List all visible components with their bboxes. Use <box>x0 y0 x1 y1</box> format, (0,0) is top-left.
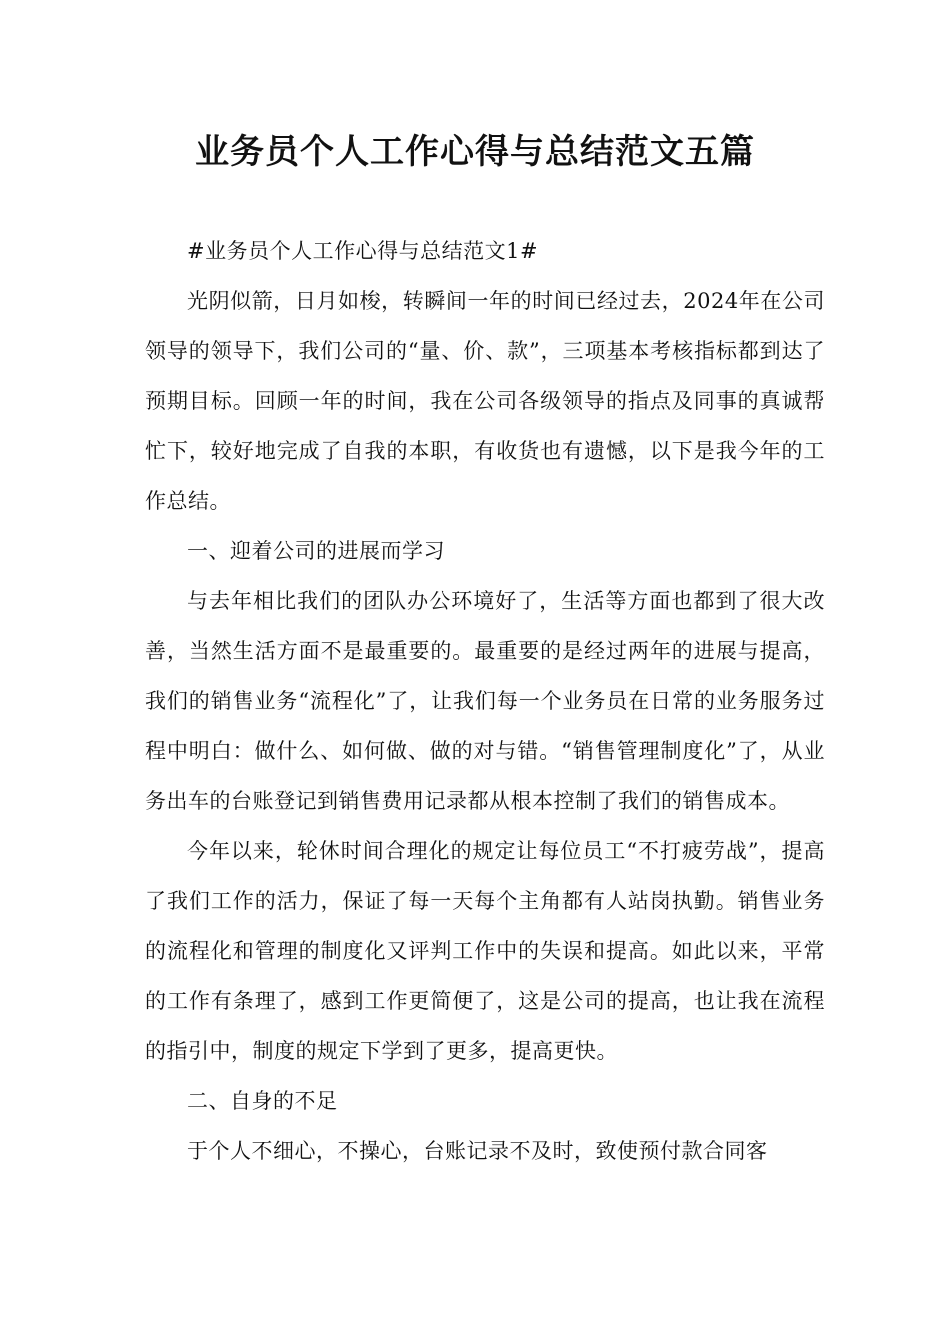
paragraph: 于个人不细心，不操心，台账记录不及时，致使预付款合同客 <box>187 1139 768 1163</box>
paragraph: 与去年相比我们的团队办公环境好了，生活等方面也都到了很大改善，当然生活方面不是最重要的。最重要的是经过两年的进展与提高，我们的销售业务“流程化”了，让我们每一个业务员在日常的业务服务过程中明白：做什么、如何做、做的对与错。“销售管理制度化”了，从业务出车的台账登记到销售费用记录都从根本控制了我们的销售成本。 <box>145 589 825 813</box>
paragraph: 今年以来，轮休时间合理化的规定让每位员工“不打疲劳战”，提高了我们工作的活力，保证了每一天每个主角都有人站岗执勤。销售业务的流程化和管理的制度化又评判工作中的失误和提高。如此以来，平常的工作有条理了，感到工作更简便了，这是公司的提高，也让我在流程的指引中，制度的规定下学到了更多，提高更快。 <box>145 839 825 1063</box>
section-heading: 一、迎着公司的进展而学习 <box>187 539 445 563</box>
section-heading: 二、自身的不足 <box>187 1089 338 1113</box>
section-heading: #业务员个人工作心得与总结范文1# <box>187 239 539 263</box>
document-body <box>145 226 825 1176</box>
document-title: 业务员个人工作心得与总结范文五篇 <box>195 132 755 172</box>
paragraph: 光阴似箭，日月如梭，转瞬间一年的时间已经过去，2024年在公司领导的领导下，我们公司的“量、价、款”，三项基本考核指标都到达了预期目标。回顾一年的时间，我在公司各级领导的指点及同事的真诚帮忙下，较好地完成了自我的本职，有收货也有遗憾，以下是我今年的工作总结。 <box>145 289 825 513</box>
